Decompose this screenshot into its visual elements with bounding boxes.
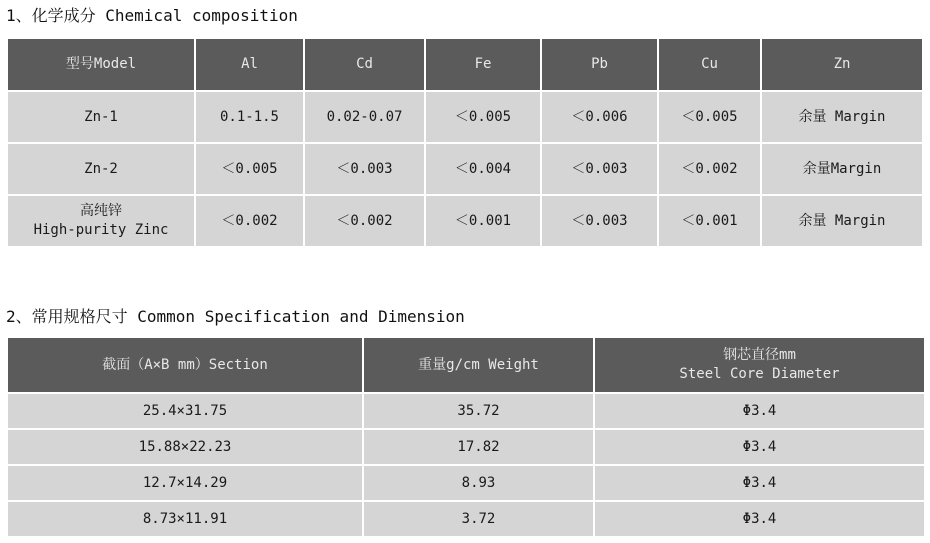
- cell-cu: ＜0.002: [659, 144, 760, 194]
- cell-al: ＜0.005: [196, 144, 303, 194]
- cell-weight: 17.82: [364, 430, 593, 464]
- cell-weight: 35.72: [364, 394, 593, 428]
- model-name-en: High-purity Zinc: [33, 222, 169, 238]
- header-cu: Cu: [659, 39, 760, 90]
- cell-weight: 3.72: [364, 502, 593, 536]
- cell-cd: 0.02-0.07: [305, 92, 424, 142]
- header-pb: Pb: [542, 39, 657, 90]
- header-weight: 重量g/cm Weight: [364, 338, 593, 392]
- header-steel-core-en: Steel Core Diameter: [679, 366, 840, 382]
- table-row: [8, 196, 922, 246]
- cell-model: [8, 196, 194, 246]
- cell-section: 12.7×14.29: [8, 466, 362, 500]
- cell-cd: ＜0.002: [305, 196, 424, 246]
- cell-weight: 8.93: [364, 466, 593, 500]
- cell-pb: ＜0.003: [542, 144, 657, 194]
- cell-diameter: Φ3.4: [595, 502, 924, 536]
- cell-cd: ＜0.003: [305, 144, 424, 194]
- header-model: 型号Model: [8, 39, 194, 90]
- cell-model: Zn-2: [8, 144, 194, 194]
- cell-diameter: Φ3.4: [595, 430, 924, 464]
- cell-diameter: Φ3.4: [595, 394, 924, 428]
- cell-al: ＜0.002: [196, 196, 303, 246]
- model-name-cn: 高纯锌: [80, 203, 122, 219]
- cell-fe: ＜0.005: [426, 92, 540, 142]
- header-cd: Cd: [305, 39, 424, 90]
- table-header-row: [8, 39, 922, 90]
- cell-pb: ＜0.003: [542, 196, 657, 246]
- table-row: [8, 394, 924, 428]
- specification-table: [6, 336, 926, 538]
- cell-pb: ＜0.006: [542, 92, 657, 142]
- table-row: [8, 430, 924, 464]
- cell-zn: 余量 Margin: [762, 92, 922, 142]
- cell-al: 0.1-1.5: [196, 92, 303, 142]
- cell-section: 25.4×31.75: [8, 394, 362, 428]
- cell-section: 15.88×22.23: [8, 430, 362, 464]
- header-zn: Zn: [762, 39, 922, 90]
- cell-zn: 余量Margin: [762, 144, 922, 194]
- cell-cu: ＜0.005: [659, 92, 760, 142]
- table-row: [8, 502, 924, 536]
- header-al: Al: [196, 39, 303, 90]
- table-header-row: [8, 338, 924, 392]
- header-section: 截面（A×B mm）Section: [8, 338, 362, 392]
- cell-zn: 余量 Margin: [762, 196, 922, 246]
- section-heading-specification: 2、常用规格尺寸 Common Specification and Dimension: [6, 307, 465, 326]
- table-row: [8, 92, 922, 142]
- cell-fe: ＜0.004: [426, 144, 540, 194]
- header-fe: Fe: [426, 39, 540, 90]
- header-steel-core-cn: 钢芯直径mm: [723, 347, 796, 363]
- cell-cu: ＜0.001: [659, 196, 760, 246]
- cell-model: Zn-1: [8, 92, 194, 142]
- cell-section: 8.73×11.91: [8, 502, 362, 536]
- cell-diameter: Φ3.4: [595, 466, 924, 500]
- section-heading-chemical-composition: 1、化学成分 Chemical composition: [6, 6, 298, 25]
- table-row: [8, 466, 924, 500]
- cell-fe: ＜0.001: [426, 196, 540, 246]
- table-row: [8, 144, 922, 194]
- chemical-composition-table: [6, 37, 924, 248]
- header-steel-core-diameter: [595, 338, 924, 392]
